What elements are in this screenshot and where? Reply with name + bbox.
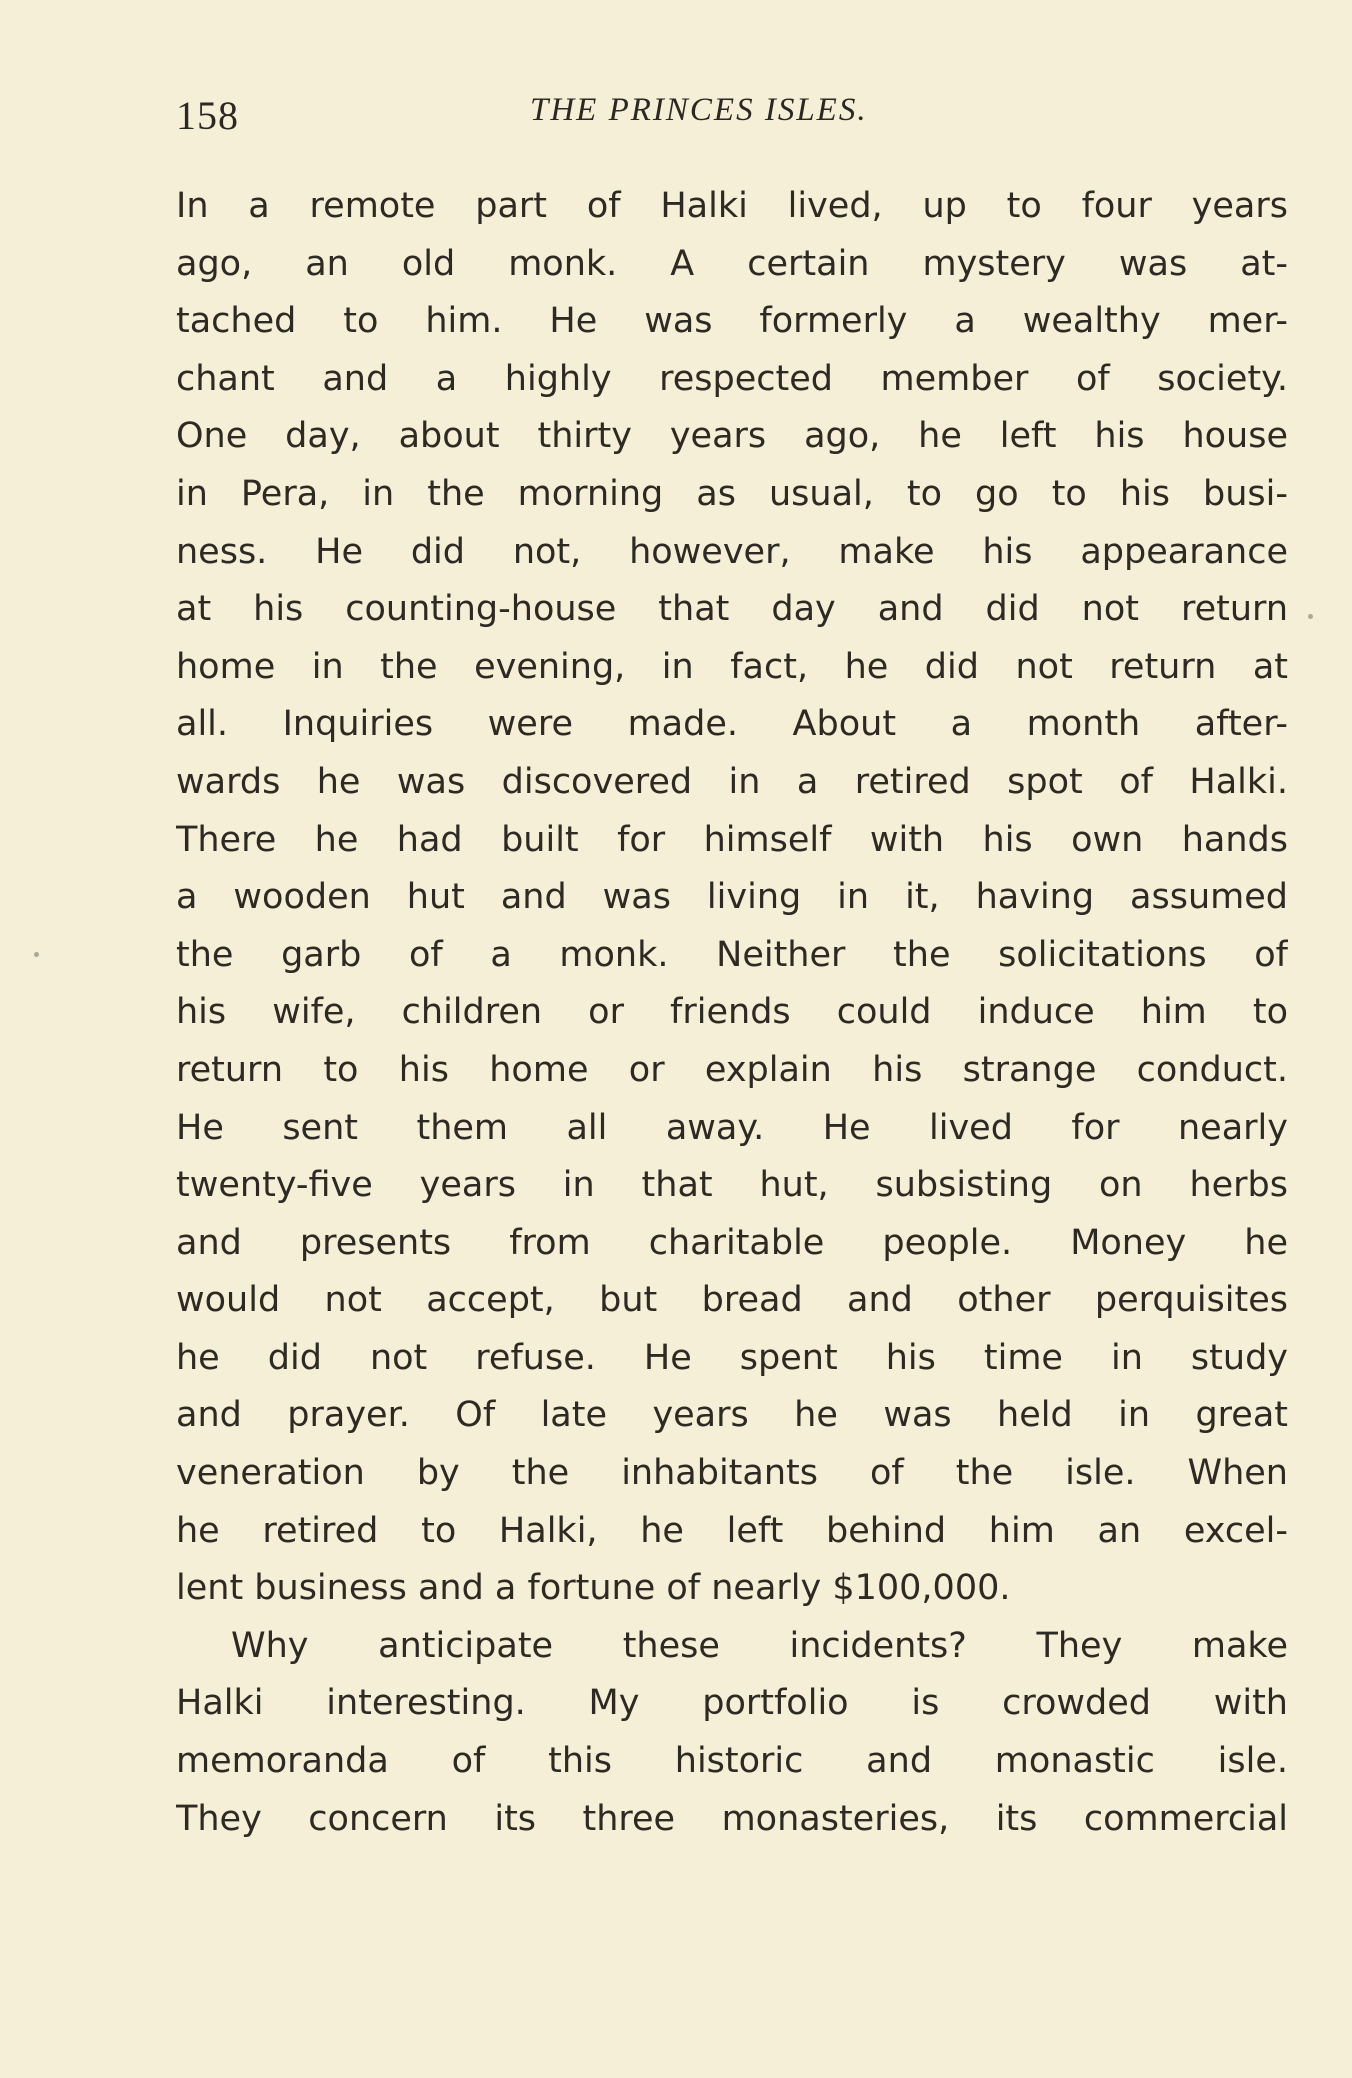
text-line: would not accept, but bread and other perquisites xyxy=(176,1280,1288,1321)
page-number: 158 xyxy=(176,93,239,138)
text-line: twenty-five years in that hut, subsisting on herbs xyxy=(176,1165,1288,1206)
text-line: memoranda of this historic and monastic isle. xyxy=(176,1741,1288,1782)
text-line: all. Inquiries were made. About a month after- xyxy=(176,704,1288,745)
text-line: He sent them all away. He lived for nearly xyxy=(176,1107,1288,1148)
text-line: a wooden hut and was living in it, having assumed xyxy=(176,877,1288,918)
text-line: Why anticipate these incidents? They make xyxy=(231,1625,1288,1666)
text-line: the garb of a monk. Neither the solicitations of xyxy=(176,934,1288,975)
text-line: return to his home or explain his strange conduct. xyxy=(176,1049,1288,1090)
running-title: THE PRINCES ISLES. xyxy=(530,92,868,128)
text-line: his wife, children or friends could induce him to xyxy=(176,992,1288,1033)
text-line: lent business and a fortune of nearly $100,000. xyxy=(176,1568,1011,1609)
text-line: ness. He did not, however, make his appearance xyxy=(176,531,1288,572)
text-line: and presents from charitable people. Money he xyxy=(176,1222,1288,1263)
text-line: at his counting-house that day and did not return xyxy=(176,589,1288,630)
text-line: There he had built for himself with his own hands xyxy=(176,819,1288,860)
text-line: tached to him. He was formerly a wealthy mer- xyxy=(176,301,1288,342)
text-line: wards he was discovered in a retired spot of Halki. xyxy=(176,761,1288,802)
text-line: and prayer. Of late years he was held in great xyxy=(176,1395,1288,1436)
text-line: One day, about thirty years ago, he left his house xyxy=(176,416,1288,457)
text-line: in Pera, in the morning as usual, to go to his busi- xyxy=(176,473,1288,514)
text-line: he did not refuse. He spent his time in study xyxy=(176,1337,1288,1378)
text-line: veneration by the inhabitants of the isle. When xyxy=(176,1453,1288,1494)
text-line: chant and a highly respected member of society. xyxy=(176,358,1288,399)
text-line: home in the evening, in fact, he did not return at xyxy=(176,646,1288,687)
body-text xyxy=(176,178,1288,1848)
paper-speck xyxy=(34,952,39,957)
text-line: Halki interesting. My portfolio is crowded with xyxy=(176,1683,1288,1724)
text-line: They concern its three monasteries, its commercial xyxy=(176,1798,1288,1839)
text-line: he retired to Halki, he left behind him an excel- xyxy=(176,1510,1288,1551)
text-line: ago, an old monk. A certain mystery was at- xyxy=(176,243,1288,284)
text-line: In a remote part of Halki lived, up to four years xyxy=(176,186,1288,226)
paper-speck xyxy=(1308,614,1313,619)
